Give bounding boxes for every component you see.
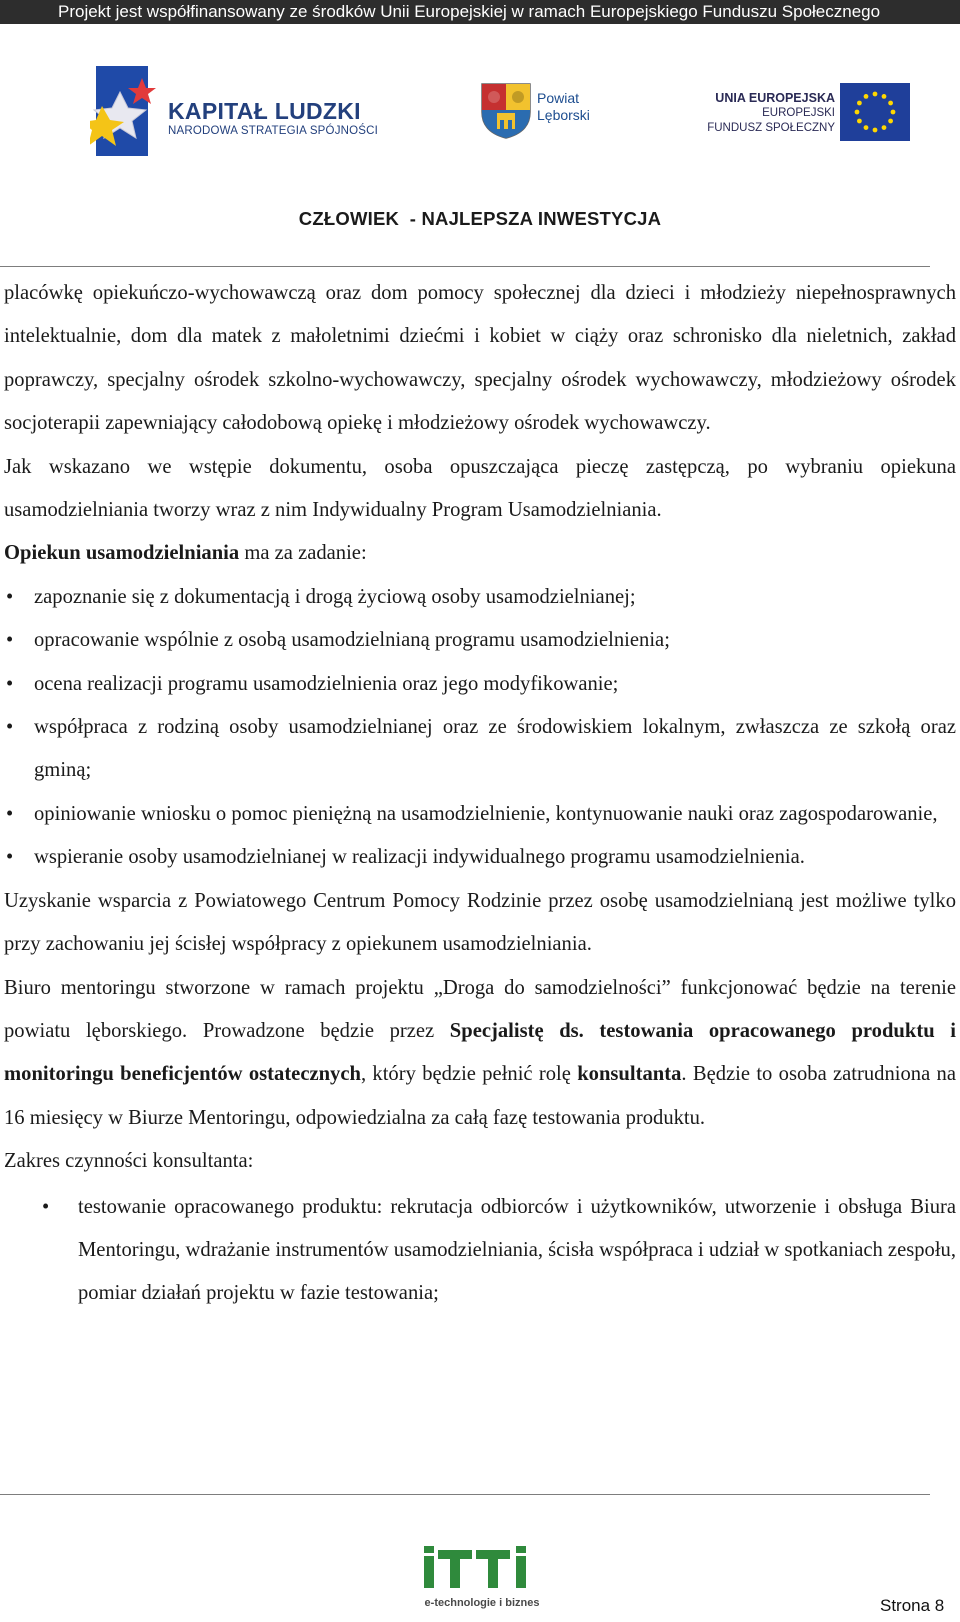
eu-title: UNIA EUROPEJSKA <box>715 91 835 105</box>
powiat-coat-of-arms-icon <box>480 82 532 140</box>
list-item: • ocena realizacji programu usamodzielnienia oraz jego modyfikowanie; <box>4 663 956 706</box>
kapital-ludzki-title: KAPITAŁ LUDZKI <box>168 98 361 124</box>
slogan-right: - NAJLEPSZA INWESTYCJA <box>409 208 662 229</box>
opiekun-label: Opiekun usamodzielniania <box>4 542 240 565</box>
eu-fund-line2: FUNDUSZ SPOŁECZNY <box>707 122 835 134</box>
bullet-icon: • <box>6 802 14 825</box>
scope-list <box>4 1186 956 1316</box>
paragraph-institutions: placówkę opiekuńczo-wychowawczą oraz dom pomocy społecznej dla dzieci i młodzieży niepełnosprawnych intelektualnie, dom dla matek z małoletnimi dziećmi i kobiet w ciąży oraz schronisko dla nieletnich, zakład poprawczy, specjalny ośrodek szkolno-wychowawczy, specjalny ośrodek wychowawczy, młodzieżowy ośrodek socjoterapii zapewniający całodobową opiekę i młodzieżowy ośrodek wychowawczy. <box>4 282 956 435</box>
header-divider <box>0 266 930 267</box>
specialist-role: Specjalistę ds. testowania opracowanego produktu i monitoringu beneficjentów ostatecznych <box>4 1019 956 1086</box>
list-item: • opracowanie wspólnie z osobą usamodzielnianą programu usamodzielnienia; <box>4 619 956 662</box>
list-item: • zapoznanie się z dokumentacją i drogą życiową osoby usamodzielnianej; <box>4 576 956 619</box>
eu-logo-text <box>650 90 835 136</box>
paragraph-intro-program: Jak wskazano we wstępie dokumentu, osoba opuszczająca pieczę zastępczą, po wybraniu opiekuna usamodzielniania tworzy wraz z nim Indywidualny Program Usamodzielniania. <box>4 455 956 522</box>
bullet-icon: • <box>6 846 14 869</box>
paragraph-support: Uzyskanie wsparcia z Powiatowego Centrum Pomocy Rodzinie przez osobę usamodzielnianą jest możliwe tylko przy zachowaniu jej ścisłej współpracy z opiekunem usamodzielniania. <box>4 889 956 956</box>
kapital-ludzki-star-icon <box>90 66 164 158</box>
paragraph-scope-intro: Zakres czynności konsultanta: <box>4 1150 254 1173</box>
paragraph-mentoring-office: Biuro mentoringu stworzone w ramach projektu „Droga do samodzielności” funkcjonować będzie na terenie powiatu lęborskiego. Prowadzone będzie przez Specjalistę ds. testowania opracowanego produktu i monitoringu beneficjentów ostatecznych, który będzie pełnić rolę konsultanta. Będzie to osoba zatrudniona na 16 miesięcy w Biurze Mentoringu, odpowiedzialna za całą fazę testowania produktu. <box>4 976 956 1129</box>
eu-flag-icon <box>840 83 910 141</box>
consultant-label: konsultanta <box>577 1063 682 1086</box>
itti-logo <box>412 1544 552 1609</box>
list-item: • testowanie opracowanego produktu: rekrutacja odbiorców i użytkowników, utworzenie i obsługa Biura Mentoringu, wdrażanie instrumentów usamodzielniania, ścisła współpraca i udział w spotkaniach zespołu, pomiar działań projektu w fazie testowania; <box>4 1186 956 1316</box>
list-item: • wspieranie osoby usamodzielnianej w realizacji indywidualnego programu usamodzielnienia. <box>4 836 956 879</box>
bullet-icon: • <box>42 1195 50 1218</box>
bullet-icon: • <box>6 672 14 695</box>
footer-divider <box>0 1494 930 1495</box>
powiat-name: Lęborski <box>537 107 590 123</box>
list-item: • opiniowanie wniosku o pomoc pieniężną na usamodzielnienie, kontynuowanie nauki oraz zagospodarowanie, <box>4 793 956 836</box>
slogan-left: CZŁOWIEK <box>298 208 400 229</box>
list-item: • współpraca z rodziną osoby usamodzielnianej oraz ze środowiskiem lokalnym, zwłaszcza ze szkołą oraz gminą; <box>4 706 956 793</box>
itti-tagline: e-technologie i biznes <box>424 1597 540 1609</box>
paragraph-duties-intro <box>4 532 956 575</box>
kapital-ludzki-subtitle: NARODOWA STRATEGIA SPÓJNOŚCI <box>168 125 379 137</box>
powiat-label: Powiat <box>537 90 580 106</box>
page-number: Strona 8 <box>880 1596 945 1615</box>
document-body <box>4 272 956 1316</box>
eu-fund-line1: EUROPEJSKI <box>762 107 835 119</box>
slogan <box>0 208 960 230</box>
bullet-icon: • <box>6 585 14 608</box>
itti-logo-icon <box>422 1544 542 1590</box>
bullet-icon: • <box>6 716 14 739</box>
powiat-logo-text <box>537 90 590 124</box>
duties-list <box>4 576 956 880</box>
duties-intro-rest: ma za zadanie: <box>239 542 367 565</box>
kapital-ludzki-logo-text <box>168 98 378 137</box>
bullet-icon: • <box>6 629 14 652</box>
funding-banner: Projekt jest współfinansowany ze środków Unii Europejskiej w ramach Europejskiego Funduszu Społecznego <box>0 0 960 24</box>
